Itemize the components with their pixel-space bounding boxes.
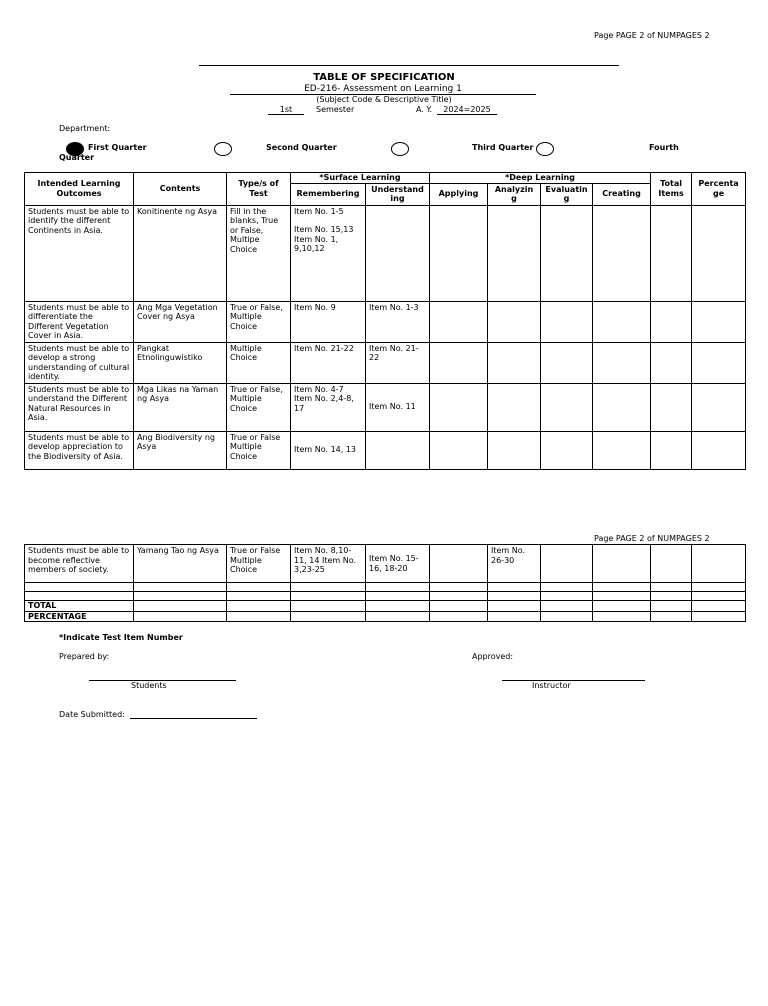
remembering-line: Item No. 1-5 <box>294 206 344 216</box>
semester-label: Semester <box>316 105 355 114</box>
understanding-cell: Item No. 11 <box>366 383 430 431</box>
table-row <box>25 431 746 469</box>
header-analyzing: Analyzin g <box>488 183 541 205</box>
fourth-quarter-label: Fourth <box>649 143 679 152</box>
second-quarter-radio[interactable] <box>214 142 232 156</box>
students-label: Students <box>131 681 167 690</box>
date-submitted-label: Date Submitted: <box>59 710 125 719</box>
course-title: ED-216- Assessment on Learning 1 <box>230 84 536 95</box>
fourth-quarter-radio[interactable] <box>536 142 554 156</box>
type-cell: True or False Multiple Choice <box>227 545 291 583</box>
table-row <box>25 545 746 583</box>
first-quarter-label: First Quarter <box>88 143 147 152</box>
fourth-quarter-label-cont: Quarter <box>59 153 95 162</box>
header-evaluating: Evaluatin g <box>541 183 593 205</box>
page-header: Page PAGE 2 of NUMPAGES 2 <box>594 31 710 40</box>
specification-table <box>24 172 746 470</box>
specification-table-continued <box>24 544 746 622</box>
analyzing-cell: Item No. 26-30 <box>488 545 541 583</box>
header-type: Type/s of Test <box>227 173 291 206</box>
date-submitted-field[interactable] <box>130 718 257 719</box>
outcome-cell: Students must be able to develop a strong understanding of cultural identity. <box>25 342 134 383</box>
table-row <box>25 583 746 592</box>
semester-value: 1st <box>268 105 304 115</box>
header-outcomes: Intended Learning Outcomes <box>25 173 134 206</box>
remembering-cell: Item No. 8,10-11, 14 Item No. 3,23-25 <box>291 545 366 583</box>
ay-label: A. Y. <box>416 105 433 114</box>
page-title: TABLE OF SPECIFICATION <box>313 72 455 83</box>
content-cell: Yamang Tao ng Asya <box>134 545 227 583</box>
header-surface: *Surface Learning <box>291 173 430 184</box>
percentage-label: PERCENTAGE <box>25 611 134 622</box>
remembering-cell: Item No. 9 <box>291 301 366 342</box>
percentage-row <box>25 611 746 622</box>
remembering-cell <box>291 205 366 301</box>
instructor-label: Instructor <box>532 681 571 690</box>
outcome-cell: Students must be able to identify the different Continents in Asia. <box>25 205 134 301</box>
approved-label: Approved: <box>472 652 514 661</box>
outcome-cell: Students must be able to become reflective members of society. <box>25 545 134 583</box>
table-row <box>25 205 746 301</box>
remembering-line: Item No. 15,13 Item No. 1, 9,10,12 <box>294 225 354 253</box>
understanding-cell: Item No. 1-3 <box>366 301 430 342</box>
page-header-2: Page PAGE 2 of NUMPAGES 2 <box>594 534 710 543</box>
header-contents: Contents <box>134 173 227 206</box>
total-row <box>25 601 746 612</box>
remembering-cell: Item No. 4-7 Item No. 2,4-8, 17 <box>291 383 366 431</box>
third-quarter-radio[interactable] <box>391 142 409 156</box>
outcome-cell: Students must be able to develop appreciation to the Biodiversity of Asia. <box>25 431 134 469</box>
type-cell: Fill in the blanks, True or False, Multipe Choice <box>227 205 291 301</box>
header-applying: Applying <box>430 183 488 205</box>
outcome-cell: Students must be able to understand the Different Natural Resources in Asia. <box>25 383 134 431</box>
table-row <box>25 383 746 431</box>
department-label: Department: <box>59 124 111 133</box>
content-cell: Konitinente ng Asya <box>134 205 227 301</box>
prepared-by-label: Prepared by: <box>59 652 110 661</box>
type-cell: True or False, Multiple Choice <box>227 383 291 431</box>
understanding-cell: Item No. 15-16, 18-20 <box>366 545 430 583</box>
outcome-cell: Students must be able to differentiate the Different Vegetation Cover in Asia. <box>25 301 134 342</box>
header-understanding: Understand ing <box>366 183 430 205</box>
table-row <box>25 301 746 342</box>
header-total-items: Total Items <box>651 173 692 206</box>
header-percentage: Percenta ge <box>692 173 746 206</box>
header-deep: *Deep Learning <box>430 173 651 184</box>
header-remembering: Remembering <box>291 183 366 205</box>
table-row <box>25 592 746 601</box>
content-cell: Pangkat Etnolinguwistiko <box>134 342 227 383</box>
course-caption: (Subject Code & Descriptive Title) <box>316 95 452 104</box>
table-row <box>25 342 746 383</box>
content-cell: Mga Likas na Yaman ng Asya <box>134 383 227 431</box>
content-cell: Ang Biodiversity ng Asya <box>134 431 227 469</box>
total-label: TOTAL <box>25 601 134 612</box>
instructor-signature-line <box>502 680 645 681</box>
remembering-cell: Item No. 21-22 <box>291 342 366 383</box>
header-rule <box>199 65 619 66</box>
type-cell: Multiple Choice <box>227 342 291 383</box>
remembering-cell: Item No. 14, 13 <box>291 431 366 469</box>
ay-value: 2024=2025 <box>437 105 497 115</box>
content-cell: Ang Mga Vegetation Cover ng Asya <box>134 301 227 342</box>
understanding-cell: Item No. 21-22 <box>366 342 430 383</box>
type-cell: True or False Multiple Choice <box>227 431 291 469</box>
third-quarter-label: Third Quarter <box>472 143 534 152</box>
header-creating: Creating <box>593 183 651 205</box>
test-item-note: *Indicate Test Item Number <box>59 633 183 642</box>
second-quarter-label: Second Quarter <box>266 143 337 152</box>
type-cell: True or False, Multiple Choice <box>227 301 291 342</box>
